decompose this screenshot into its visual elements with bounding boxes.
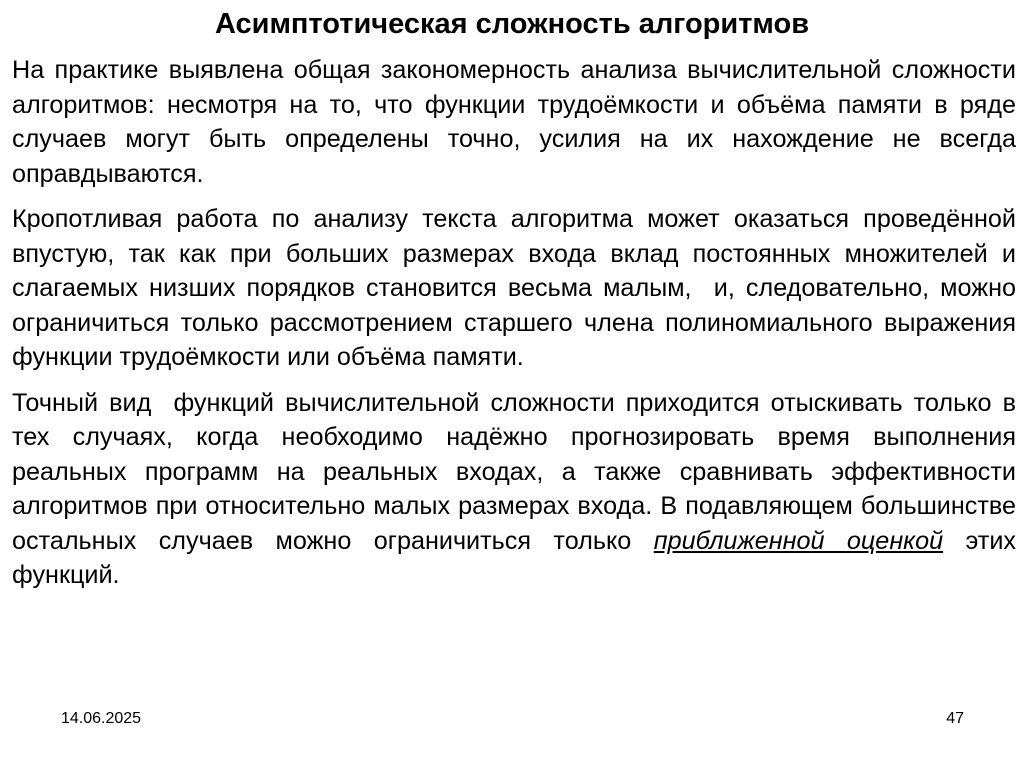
emphasized-term: приближенной оценкой xyxy=(653,526,944,555)
paragraph-3-text-before: Точный вид функций вычислительной сложности приходится отыскивать только в тех случаях, когда необходимо надёжно прогнозировать время выполнения реальных программ на реальных входах, а также сравнивать эффективности алгоритмов при относительно малых размерах входа. В подавляющем большинстве остальных случаев можно ограничиться только xyxy=(12,388,1023,555)
paragraph-3-text-after: этих функций. xyxy=(12,526,1024,589)
paragraph-3 xyxy=(12,386,1024,593)
footer-date: 14.06.2025 xyxy=(61,710,142,727)
slide-body xyxy=(12,53,1024,604)
slide-title: Асимптотическая сложность алгоритмов xyxy=(214,8,810,40)
paragraph-1: На практике выявлена общая закономерность анализа вычислительной сложности алгоритмов: несмотря на то, что функции трудоёмкости и объёма памяти в ряде случаев могут быть определены точно, усилия на их нахождение не всегда оправдываются. xyxy=(12,56,1023,188)
paragraph-2: Кропотливая работа по анализу текста алгоритма может оказаться проведённой впустую, так как при больших размерах входа вклад постоянных множителей и слагаемых низших порядков становится весьма малым, и, следовательно, можно ограничиться только рассмотрением старшего члена полиномиального выражения функции трудоёмкости или объёма памяти. xyxy=(12,205,1023,371)
page-number: 47 xyxy=(946,710,964,727)
